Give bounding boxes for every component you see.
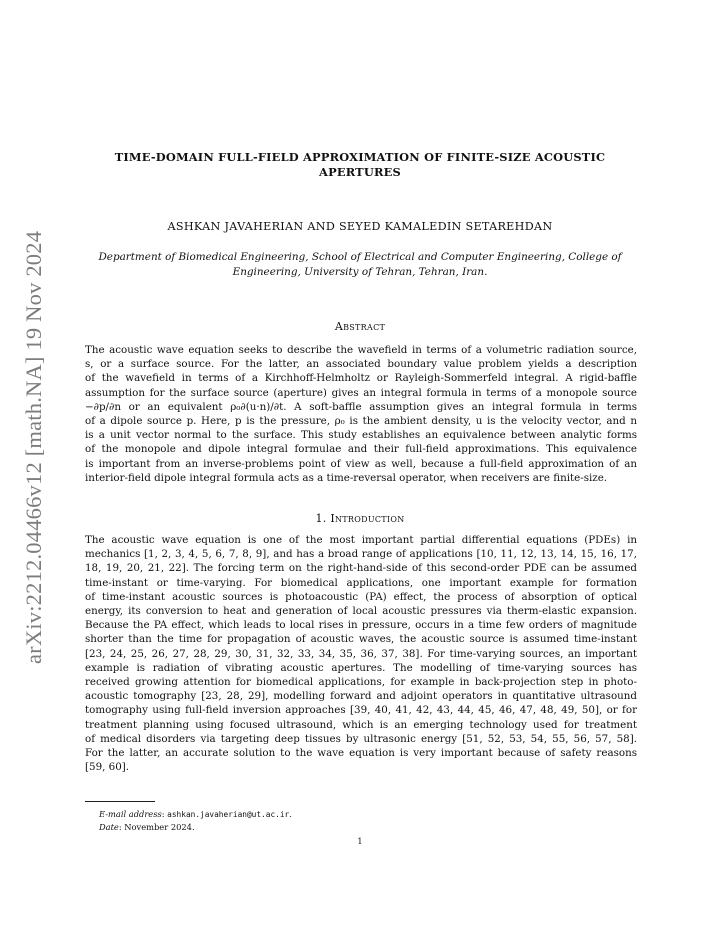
paragraph-line: of medical disorders via targeting deep tissues by ultrasonic energy [51, 52, 53, 54, 55, 56, 57, 58]. [85, 732, 637, 745]
page-number: 1 [357, 837, 363, 847]
email-address: ashkan.javaherian@ut.ac.ir [167, 810, 290, 819]
abstract-line: is a unit vector normal to the surface. This study establishes an equivalence between analytic forms [85, 429, 637, 442]
paragraph-line: mechanics [1, 2, 3, 4, 5, 6, 7, 8, 9], and has a broad range of applications [10, 11, 12, 13, 14, 15, 16, 17, [85, 548, 637, 561]
paragraph-line: acoustic tomography [23, 28, 29], modelling forward and adjoint operators in quantitative ultrasound [85, 690, 637, 703]
paragraph-line: time-instant or time-varying. For biomedical applications, one important example for formation [85, 576, 637, 589]
author-list: ASHKAN JAVAHERIAN AND SEYED KAMALEDIN SETAREHDAN [167, 220, 553, 233]
abstract-line: s, or a surface source. For the latter, an associated boundary value problem yields a description [85, 358, 637, 371]
paragraph-line: of time-instant acoustic sources is photoacoustic (PA) effect, the process of absorption of optical [85, 590, 637, 603]
paragraph-line: Because the PA effect, which leads to local rises in pressure, occurs in a time few orders of magnitude [85, 619, 637, 632]
date-value: November 2024. [124, 822, 195, 832]
paragraph-line: treatment planning using focused ultrasound, which is an emerging technology used for treatment [85, 718, 637, 731]
section-heading-introduction: 1. Introduction [315, 512, 405, 525]
paragraph-line: For the latter, an accurate solution to the wave equation is very important because of safety reasons [85, 747, 637, 760]
arxiv-identifier-stamp: arXiv:2212.04466v12 [math.NA] 19 Nov 2024 [21, 230, 46, 664]
paragraph-line: energy, its conversion to heat and generation of local acoustic pressures via therm-elastic expansion. [85, 605, 637, 618]
paper-title: TIME-DOMAIN FULL-FIELD APPROXIMATION OF FINITE-SIZE ACOUSTIC APERTURES [114, 150, 606, 179]
paragraph-line: 18, 19, 20, 21, 22]. The forcing term on the right-hand-side of this second-order PDE can be assumed [85, 562, 637, 575]
paragraph-line: The acoustic wave equation is one of the most important partial differential equations (PDEs) in [85, 534, 637, 546]
abstract-line: The acoustic wave equation seeks to describe the wavefield in terms of a volumetric radiation source, [85, 344, 637, 356]
paragraph-line: tomography using full-field inversion approaches [39, 40, 41, 42, 43, 44, 45, 46, 47, 48, 49, 50], or for [85, 704, 637, 717]
date-label: Date [99, 822, 119, 832]
footnote-email: E-mail address: ashkan.javaherian@ut.ac.ir. [99, 809, 292, 819]
abstract-line: of the wavefield in terms of a Kirchhoff-Helmholtz or Rayleigh-Sommerfeld integral. A rigid-baffle [85, 372, 637, 385]
abstract-line: interior-field dipole integral formula acts as a time-reversal operator, when receivers are finite-size. [85, 471, 608, 484]
abstract-line: of the monopole and dipole integral formulae and their full-field approximations. This equivalence [85, 443, 637, 456]
introduction-text [85, 533, 637, 774]
abstract-line: −∂p/∂n or an equivalent ρ₀∂(u·n)/∂t. A soft-baffle assumption gives an integral formula in terms [85, 400, 637, 413]
paragraph-line: example is radiation of vibrating acoustic apertures. The modelling of time-varying sources has [85, 661, 637, 674]
abstract-text [85, 343, 637, 485]
paragraph-line: shorter than the time for propagation of acoustic waves, the acoustic source is assumed time-instant [85, 633, 637, 646]
footnote-date: Date: November 2024. [99, 822, 195, 832]
author-affiliation: Department of Biomedical Engineering, School of Electrical and Computer Engineering, College of Engineering, University of Tehran, Tehran, Iran. [98, 251, 622, 278]
abstract-heading: Abstract [334, 320, 386, 333]
footnote-divider [85, 801, 155, 802]
paragraph-line: [23, 24, 25, 26, 27, 28, 29, 30, 31, 32, 33, 34, 35, 36, 37, 38]. For time-varying sources, an important [85, 647, 637, 660]
abstract-line: is important from an inverse-problems point of view as well, because a full-field approximation of an [85, 457, 637, 470]
email-label: E-mail address [99, 809, 162, 819]
paragraph-line: [59, 60]. [85, 761, 130, 774]
paragraph-line: received growing attention for biomedical applications, for example in back-projection step in photo- [85, 676, 637, 689]
abstract-line: assumption for the surface source (aperture) gives an integral formula in terms of a monopole source [85, 386, 637, 399]
abstract-line: of a dipole source p. Here, p is the pressure, ρ₀ is the ambient density, u is the velocity vector, and n [85, 415, 637, 428]
